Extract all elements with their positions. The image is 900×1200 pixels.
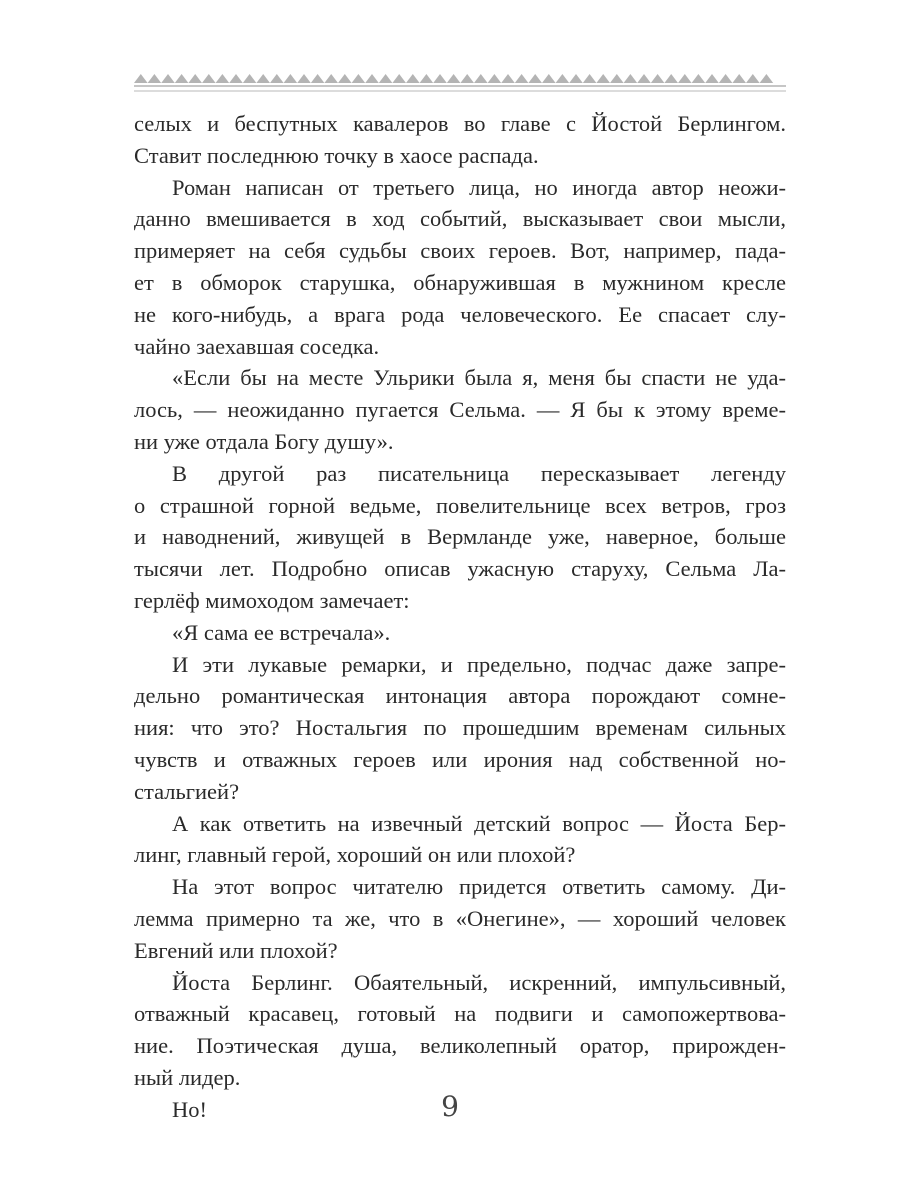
text-line: ный лидер. [134, 1064, 241, 1090]
ornament-triangle [596, 74, 610, 83]
paragraph [134, 871, 786, 966]
ornament-triangle [324, 74, 338, 83]
ornament-triangle [583, 74, 597, 83]
text-line: герлёф мимоходом замечает: [134, 587, 410, 613]
ornament-triangle [746, 74, 760, 83]
text-line: Роман написан от третьего лица, но иногда автор неожи- [172, 174, 786, 200]
paragraph [134, 808, 786, 872]
text-line: Евгений или плохой? [134, 937, 338, 963]
ornament-triangle [474, 74, 488, 83]
paragraph [134, 172, 786, 363]
ornament-triangle [161, 74, 175, 83]
text-line: ни уже отдала Богу душу». [134, 428, 394, 454]
ornament-triangle [175, 74, 189, 83]
ornament-triangle [760, 74, 774, 83]
text-line: В другой раз писательница пересказывает легенду [172, 460, 786, 486]
ornament-triangle [664, 74, 678, 83]
ornament-triangle [637, 74, 651, 83]
text-line: «Если бы на месте Ульрики была я, меня бы спасти не уда- [172, 365, 786, 391]
paragraph [134, 967, 786, 1094]
paragraph [134, 362, 786, 457]
header-ornament [134, 72, 786, 94]
text-line: На этот вопрос читателю придется ответить самому. Ди- [172, 874, 786, 900]
text-line: Но! [172, 1096, 207, 1122]
ornament-triangle [270, 74, 284, 83]
text-line: И эти лукавые ремарки, и предельно, подчас даже запре- [172, 651, 786, 677]
text-line: лемма примерно та же, что в «Онегине», — хороший человек [134, 905, 786, 931]
ornament-triangle [732, 74, 746, 83]
text-line: чайно заехавшая соседка. [134, 333, 380, 359]
ornament-triangle [433, 74, 447, 83]
text-line: и наводнений, живущей в Вермланде уже, наверное, больше [134, 524, 786, 550]
page-number: 9 [441, 1090, 459, 1123]
ornament-triangle [188, 74, 202, 83]
text-line: чувств и отважных героев или ирония над собственной но- [134, 746, 786, 772]
text-line: стальгией? [134, 778, 240, 804]
text-line: селых и беспутных кавалеров во главе с Йостой Берлингом. [134, 111, 786, 136]
ornament-triangle [229, 74, 243, 83]
ornament-triangle [719, 74, 733, 83]
ornament-triangle [352, 74, 366, 83]
text-line: примеряет на себя судьбы своих героев. Вот, например, пада- [134, 238, 786, 264]
paragraph [134, 458, 786, 617]
text-line: лось, — неожиданно пугается Сельма. — Я бы к этому време- [134, 397, 786, 423]
text-line: Йоста Берлинг. Обаятельный, искренний, импульсивный, [172, 969, 786, 995]
ornament-triangle [148, 74, 162, 83]
ornament-triangle [202, 74, 216, 83]
ornament-triangle [392, 74, 406, 83]
ornament-triangle [134, 74, 148, 83]
ornament-triangle [406, 74, 420, 83]
ornament-triangle [311, 74, 325, 83]
ornament-triangle [338, 74, 352, 83]
ornament-triangle [692, 74, 706, 83]
text-line: «Я сама ее встречала». [172, 619, 391, 645]
ornament-triangle [379, 74, 393, 83]
ornament-triangle [651, 74, 665, 83]
text-line: отважный красавец, готовый на подвиги и самопожертвова- [134, 1001, 786, 1027]
ornament-triangle [460, 74, 474, 83]
ornament-triangle [678, 74, 692, 83]
ornament-triangle [297, 74, 311, 83]
ornament-triangle [610, 74, 624, 83]
text-line: ния: что это? Ностальгия по прошедшим временам сильных [134, 715, 786, 741]
text-line: дельно романтическая интонация автора порождают сомне- [134, 683, 786, 709]
text-line: о страшной горной ведьме, повелительнице всех ветров, гроз [134, 492, 786, 518]
paragraph [134, 108, 786, 172]
ornament-triangle [528, 74, 542, 83]
ornament-triangle [365, 74, 379, 83]
ornament-triangle [284, 74, 298, 83]
ornament-triangle [488, 74, 502, 83]
ornament-triangle [515, 74, 529, 83]
text-line: не кого-нибудь, а врага рода человеческого. Ее спасает слу- [134, 301, 786, 327]
paragraph [134, 649, 786, 808]
text-line: линг, главный герой, хороший он или плохой? [134, 842, 576, 868]
ornament-triangle [624, 74, 638, 83]
ornament-triangle [447, 74, 461, 83]
ornament-triangle [556, 74, 570, 83]
text-line: ет в обморок старушка, обнаружившая в мужнином кресле [134, 269, 786, 295]
text-line: Ставит последнюю точку в хаосе распада. [134, 142, 539, 168]
ornament-triangle [243, 74, 257, 83]
text-line: данно вмешивается в ход событий, высказывает свои мысли, [134, 206, 786, 232]
ornament-triangle [569, 74, 583, 83]
ornament-triangle [420, 74, 434, 83]
ornament-triangle [216, 74, 230, 83]
ornament-triangle [501, 74, 515, 83]
text-line: А как ответить на извечный детский вопрос — Йоста Бер- [172, 810, 786, 836]
body-text [134, 108, 786, 1126]
ornament-triangle [542, 74, 556, 83]
paragraph [134, 617, 786, 649]
ornament-triangle [256, 74, 270, 83]
ornament-triangle [705, 74, 719, 83]
text-line: тысячи лет. Подробно описав ужасную старуху, Сельма Ла- [134, 556, 786, 582]
text-line: ние. Поэтическая душа, великолепный оратор, прирожден- [134, 1033, 786, 1059]
